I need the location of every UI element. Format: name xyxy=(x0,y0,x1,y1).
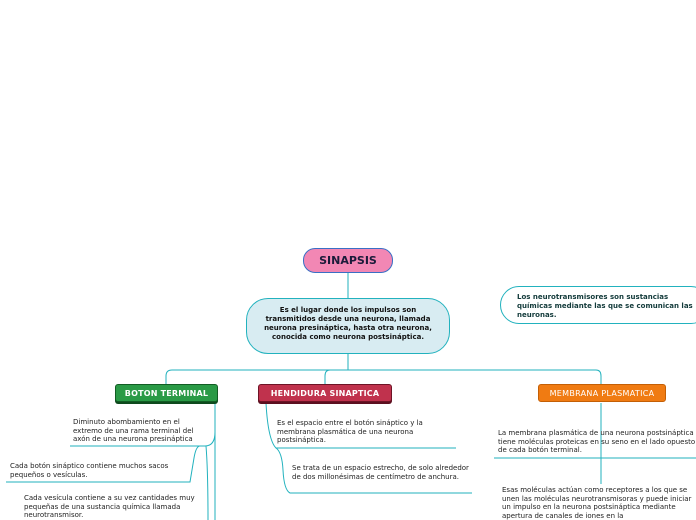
floating-note-node[interactable]: Los neurotransmisores son sustancias químicas mediante las que se comunican las neuronas. xyxy=(500,286,696,324)
root-node-sinapsis[interactable]: SINAPSIS xyxy=(303,248,393,273)
membrana-item-1[interactable]: La membrana plasmática de una neurona postsináptica tiene moléculas proteicas en su seno en el lado opuesto de cada botón terminal. xyxy=(498,429,696,455)
boton-terminal-item-2[interactable]: Cada botón sináptico contiene muchos sacos pequeños o vesículas. xyxy=(10,462,169,479)
hendidura-item-2[interactable]: Se trata de un espacio estrecho, de solo alrededor de dos millonésimas de centímetro de anchura. xyxy=(292,464,469,481)
branch-boton-terminal[interactable]: BOTON TERMINAL xyxy=(115,384,218,402)
hendidura-item-1[interactable]: Es el espacio entre el botón sináptico y la membrana plasmática de una neurona postsináptica. xyxy=(277,419,423,445)
membrana-item-2[interactable]: Esas moléculas actúan como receptores a los que se unen las moléculas neurotransmisoras y puede iniciar un impulso en la neurona postsináptica mediante apertura de canales de iones en la xyxy=(502,486,692,520)
branch-hendidura-sinaptica[interactable]: HENDIDURA SINAPTICA xyxy=(258,384,392,402)
boton-terminal-item-1[interactable]: Diminuto abombamiento en el extremo de una rama terminal del axón de una neurona presináptica xyxy=(73,418,194,444)
boton-terminal-item-3[interactable]: Cada vesícula contiene a su vez cantidades muy pequeñas de una sustancia química llamada neurotransmisor. xyxy=(24,494,195,520)
definition-node[interactable]: Es el lugar donde los impulsos son transmitidos desde una neurona, llamada neurona presináptica, hasta otra neurona, conocida como neurona postsináptica. xyxy=(246,298,450,354)
branch-membrana-plasmatica[interactable]: MEMBRANA PLASMATICA xyxy=(538,384,666,402)
